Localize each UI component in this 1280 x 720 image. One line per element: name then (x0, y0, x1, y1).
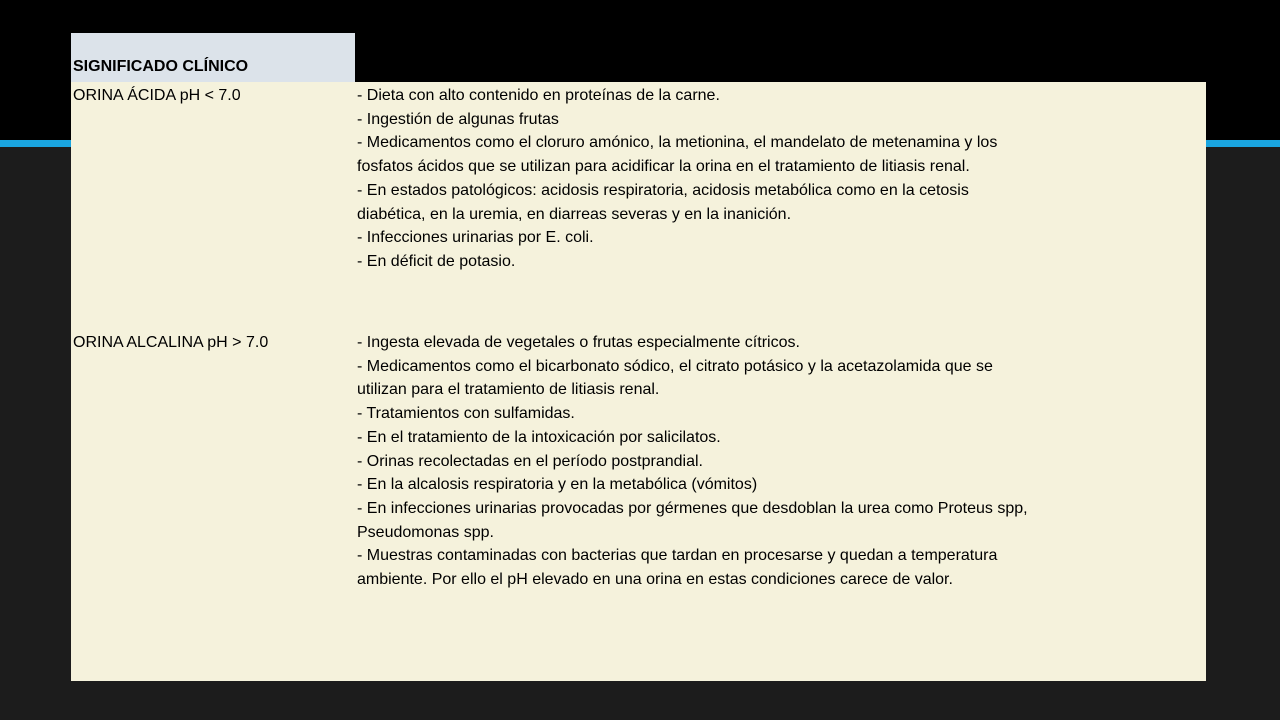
description-line: - Muestras contaminadas con bacterias que tardan en procesarse y quedan a temperatura (357, 547, 998, 565)
description-line: diabética, en la uremia, en diarreas severas y en la inanición. (357, 205, 792, 223)
description-line: - Tratamientos con sulfamidas. (357, 405, 575, 423)
section-title: SIGNIFICADO CLÍNICO (73, 58, 249, 75)
description-line: - Orinas recolectadas en el período postprandial. (357, 452, 703, 470)
row-label-alkaline: ORINA ALCALINA pH > 7.0 (73, 334, 269, 351)
description-line: Pseudomonas spp. (357, 523, 494, 541)
description-line: - Ingestión de algunas frutas (357, 110, 559, 128)
description-line: - En estados patológicos: acidosis respiratoria, acidosis metabólica como en la cetosis (357, 181, 969, 199)
description-line: utilizan para el tratamiento de litiasis renal. (357, 381, 660, 399)
description-line: - Infecciones urinarias por E. coli. (357, 229, 594, 247)
description-line: - Dieta con alto contenido en proteínas de la carne. (357, 87, 720, 104)
description-line: - Ingesta elevada de vegetales o frutas especialmente cítricos. (357, 334, 800, 351)
description-line: - En el tratamiento de la intoxicación por salicilatos. (357, 428, 721, 446)
description-line: - Medicamentos como el bicarbonato sódico, el citrato potásico y la acetazolamida que se (357, 357, 993, 375)
row-label-acid: ORINA ÁCIDA pH < 7.0 (73, 87, 241, 104)
description-line: - En déficit de potasio. (357, 252, 516, 270)
description-line: - En la alcalosis respiratoria y en la metabólica (vómitos) (357, 476, 758, 494)
header-box (71, 33, 355, 82)
description-line: fosfatos ácidos que se utilizan para acidificar la orina en el tratamiento de litiasis renal. (357, 158, 970, 176)
description-line: - En infecciones urinarias provocadas por gérmenes que desdoblan la urea como Proteus spp, (357, 499, 1028, 517)
row-description-acid (357, 84, 1202, 274)
description-line: - Medicamentos como el cloruro amónico, la metionina, el mandelato de metenamina y los (357, 134, 998, 152)
description-line: ambiente. Por ello el pH elevado en una orina en estas condiciones carece de valor. (357, 571, 953, 589)
row-description-alkaline (357, 331, 1202, 592)
content-panel (71, 82, 1206, 681)
